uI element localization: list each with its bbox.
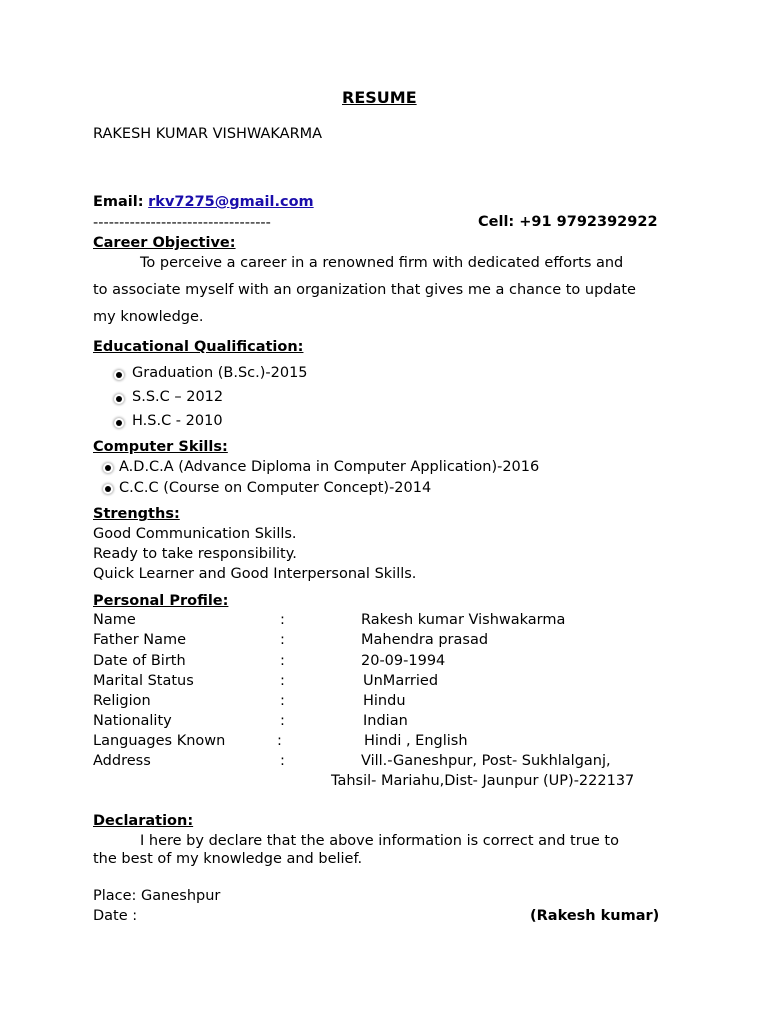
profile-value: Hindi , English	[364, 733, 468, 749]
place-text: Place: Ganeshpur	[93, 888, 221, 904]
email-link[interactable]: rkv7275@gmail.com	[148, 194, 314, 210]
profile-label: Marital Status	[93, 673, 194, 689]
profile-label: Address	[93, 753, 151, 769]
profile-value: Hindu	[363, 693, 406, 709]
objective-line: to associate myself with an organization that gives me a chance to update	[93, 282, 636, 298]
strength-item: Good Communication Skills.	[93, 526, 297, 542]
profile-value: Vill.-Ganeshpur, Post- Sukhlalganj,	[361, 753, 611, 769]
strengths-heading: Strengths:	[93, 506, 180, 522]
profile-separator: :	[280, 612, 285, 628]
profile-value: Indian	[363, 713, 408, 729]
career-objective-heading: Career Objective:	[93, 235, 236, 251]
profile-value: 20-09-1994	[361, 653, 446, 669]
strength-item: Quick Learner and Good Interpersonal Skills.	[93, 566, 417, 582]
email-label: Email:	[93, 194, 144, 210]
bullet-dot-icon	[105, 465, 111, 471]
declaration-line: I here by declare that the above information is correct and true to	[140, 833, 619, 849]
profile-separator: :	[280, 632, 285, 648]
objective-line: To perceive a career in a renowned firm with dedicated efforts and	[140, 255, 624, 271]
education-item: H.S.C - 2010	[132, 413, 223, 429]
declaration-heading: Declaration:	[93, 813, 194, 829]
profile-separator: :	[280, 713, 285, 729]
strength-item: Ready to take responsibility.	[93, 546, 297, 562]
profile-label: Languages Known	[93, 733, 226, 749]
declaration-line: the best of my knowledge and belief.	[93, 851, 363, 867]
profile-separator: :	[277, 733, 282, 749]
profile-value: Mahendra prasad	[361, 632, 489, 648]
profile-label: Date of Birth	[93, 653, 186, 669]
bullet-dot-icon	[105, 486, 111, 492]
profile-value: Rakesh kumar Vishwakarma	[361, 612, 566, 628]
resume-title: RESUME	[342, 88, 417, 107]
bullet-dot-icon	[116, 396, 122, 402]
education-heading: Educational Qualification:	[93, 339, 304, 355]
candidate-name: RAKESH KUMAR VISHWAKARMA	[93, 126, 323, 142]
skill-item: C.C.C (Course on Computer Concept)-2014	[119, 480, 432, 496]
cell-number: Cell: +91 9792392922	[478, 214, 658, 230]
profile-separator: :	[280, 653, 285, 669]
profile-separator: :	[280, 753, 285, 769]
profile-label: Father Name	[93, 632, 187, 648]
skill-item: A.D.C.A (Advance Diploma in Computer Application)-2016	[119, 459, 540, 475]
profile-label: Nationality	[93, 713, 172, 729]
profile-value: UnMarried	[363, 673, 439, 689]
profile-label: Religion	[93, 693, 151, 709]
objective-line: my knowledge.	[93, 309, 204, 325]
email-row	[93, 194, 314, 210]
signature-name: (Rakesh kumar)	[530, 908, 660, 924]
education-item: S.S.C – 2012	[132, 389, 224, 405]
date-text: Date :	[93, 908, 138, 924]
address-line-2: Tahsil- Mariahu,Dist- Jaunpur (UP)-222137	[331, 773, 635, 789]
profile-separator: :	[280, 693, 285, 709]
divider-line: ----------------------------------	[93, 215, 271, 231]
bullet-dot-icon	[116, 372, 122, 378]
profile-separator: :	[280, 673, 285, 689]
profile-label: Name	[93, 612, 136, 628]
personal-profile-heading: Personal Profile:	[93, 593, 229, 609]
bullet-dot-icon	[116, 420, 122, 426]
education-item: Graduation (B.Sc.)-2015	[132, 365, 308, 381]
computer-skills-heading: Computer Skills:	[93, 439, 228, 455]
